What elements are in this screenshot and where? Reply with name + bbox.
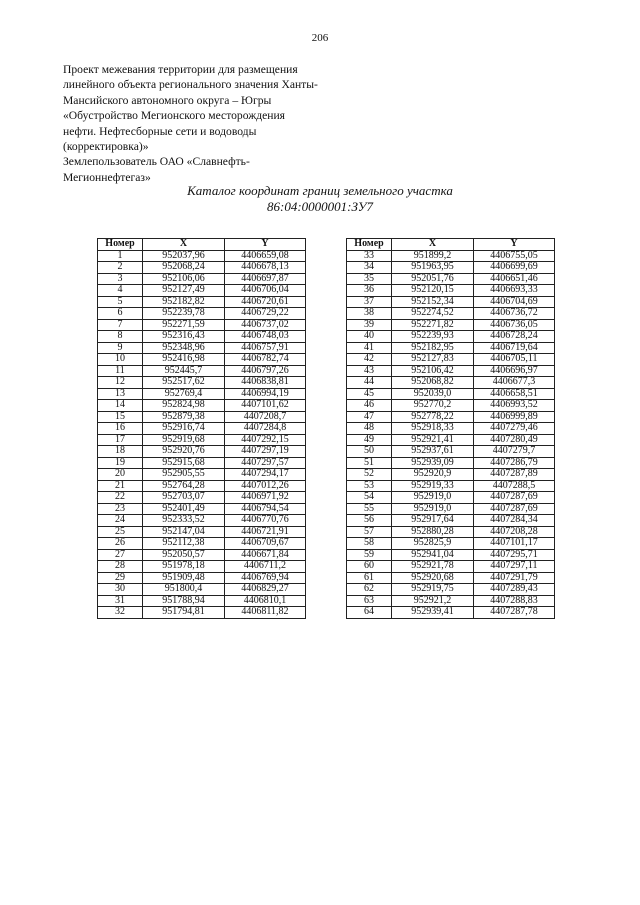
table-body [347,250,555,618]
table-body [98,250,306,618]
cell-y: 4407294,17 [225,469,306,481]
cell-x: 951963,95 [392,262,474,274]
cell-x: 952916,74 [143,423,225,435]
table-row [347,492,555,504]
cell-number: 54 [347,492,392,504]
cell-y: 4407012,26 [225,480,306,492]
table-row [347,377,555,389]
cell-number: 34 [347,262,392,274]
cell-x: 951794,81 [143,607,225,619]
table-row [98,469,306,481]
cell-y: 4407297,11 [474,561,555,573]
cell-number: 50 [347,446,392,458]
cell-x: 952770,2 [392,400,474,412]
cell-x: 952182,95 [392,342,474,354]
cell-y: 4406999,89 [474,411,555,423]
cell-x: 952037,96 [143,250,225,262]
cell-y: 4407284,8 [225,423,306,435]
cell-number: 4 [98,285,143,297]
cell-x: 951899,2 [392,250,474,262]
cell-number: 14 [98,400,143,412]
cell-y: 4406711,2 [225,561,306,573]
column-header-x: X [143,239,225,251]
cell-x: 952920,68 [392,572,474,584]
table-row [98,561,306,573]
table-row [347,561,555,573]
cell-y: 4406706,04 [225,285,306,297]
cell-y: 4406737,02 [225,319,306,331]
table-row [98,549,306,561]
cell-y: 4406993,52 [474,400,555,412]
cell-number: 49 [347,434,392,446]
cell-number: 1 [98,250,143,262]
cell-x: 952517,62 [143,377,225,389]
table-header-row [347,239,555,251]
cell-x: 952937,61 [392,446,474,458]
cell-y: 4406729,22 [225,308,306,320]
cell-x: 952147,04 [143,526,225,538]
cell-x: 952416,98 [143,354,225,366]
cell-y: 4406651,46 [474,273,555,285]
cell-x: 952316,43 [143,331,225,343]
cell-number: 60 [347,561,392,573]
cell-y: 4407295,71 [474,549,555,561]
column-header-number: Номер [98,239,143,251]
cell-y: 4407284,34 [474,515,555,527]
cell-y: 4407288,83 [474,595,555,607]
table-row [347,262,555,274]
table-row [98,308,306,320]
table-row [347,296,555,308]
cell-number: 39 [347,319,392,331]
cell-number: 6 [98,308,143,320]
table-row [98,492,306,504]
table-row [347,515,555,527]
cell-x: 952825,9 [392,538,474,550]
table-row [347,365,555,377]
cell-number: 46 [347,400,392,412]
table-row [347,503,555,515]
cell-y: 4406721,91 [225,526,306,538]
table-row [347,400,555,412]
table-row [98,572,306,584]
cell-x: 952120,15 [392,285,474,297]
cell-y: 4407101,62 [225,400,306,412]
table-row [347,250,555,262]
cell-x: 952941,04 [392,549,474,561]
table-row [98,400,306,412]
cell-y: 4407101,17 [474,538,555,550]
cell-y: 4406720,61 [225,296,306,308]
cell-number: 48 [347,423,392,435]
cell-y: 4406705,11 [474,354,555,366]
table-row [347,446,555,458]
table-row [98,365,306,377]
cell-x: 951909,48 [143,572,225,584]
table-row [98,319,306,331]
cell-number: 9 [98,342,143,354]
cell-y: 4406994,19 [225,388,306,400]
cell-x: 952039,0 [392,388,474,400]
cell-y: 4406709,67 [225,538,306,550]
cell-x: 952764,28 [143,480,225,492]
cell-x: 952106,42 [392,365,474,377]
cell-y: 4406728,24 [474,331,555,343]
cell-x: 952445,7 [143,365,225,377]
table-row [98,480,306,492]
cell-y: 4406704,69 [474,296,555,308]
cell-number: 32 [98,607,143,619]
cell-x: 952939,41 [392,607,474,619]
cell-x: 952182,82 [143,296,225,308]
table-row [98,423,306,435]
cell-y: 4407297,19 [225,446,306,458]
table-row [347,549,555,561]
cell-x: 952919,0 [392,503,474,515]
cell-x: 952068,82 [392,377,474,389]
table-header-row [98,239,306,251]
table-row [347,423,555,435]
cell-number: 10 [98,354,143,366]
table-row [98,446,306,458]
table-row [347,342,555,354]
cell-x: 952050,57 [143,549,225,561]
table-row [98,584,306,596]
cell-x: 952921,78 [392,561,474,573]
table-row [98,526,306,538]
table-row [347,526,555,538]
cell-number: 52 [347,469,392,481]
cell-number: 28 [98,561,143,573]
cell-y: 4407291,79 [474,572,555,584]
table-row [98,434,306,446]
cell-x: 952127,49 [143,285,225,297]
cell-number: 22 [98,492,143,504]
header-line: Мансийского автономного округа – Югры [63,93,272,107]
cell-y: 4406794,54 [225,503,306,515]
cadastral-number: 86:04:0000001:ЗУ7 [267,199,373,214]
cell-x: 952919,68 [143,434,225,446]
cell-x: 952879,38 [143,411,225,423]
column-header-y: Y [225,239,306,251]
cell-y: 4406719,64 [474,342,555,354]
table-row [98,354,306,366]
cell-y: 4406811,82 [225,607,306,619]
cell-y: 4406736,72 [474,308,555,320]
cell-number: 51 [347,457,392,469]
cell-number: 8 [98,331,143,343]
column-header-x: X [392,239,474,251]
cell-number: 40 [347,331,392,343]
cell-number: 11 [98,365,143,377]
cell-x: 952919,0 [392,492,474,504]
cell-number: 15 [98,411,143,423]
cell-y: 4406678,13 [225,262,306,274]
table-row [98,262,306,274]
cell-x: 952919,33 [392,480,474,492]
table-row [347,308,555,320]
table-row [98,331,306,343]
cell-x: 952152,34 [392,296,474,308]
cell-number: 64 [347,607,392,619]
cell-number: 7 [98,319,143,331]
table-row [347,331,555,343]
cell-number: 45 [347,388,392,400]
cell-x: 952348,96 [143,342,225,354]
cell-y: 4406838,81 [225,377,306,389]
cell-number: 3 [98,273,143,285]
coordinates-table-left [97,238,306,619]
cell-y: 4406769,94 [225,572,306,584]
cell-number: 57 [347,526,392,538]
cell-x: 952401,49 [143,503,225,515]
cell-x: 952106,06 [143,273,225,285]
cell-x: 952769,4 [143,388,225,400]
cell-number: 12 [98,377,143,389]
table-row [347,572,555,584]
cell-y: 4406748,03 [225,331,306,343]
cell-number: 63 [347,595,392,607]
cell-y: 4406671,84 [225,549,306,561]
table-row [347,388,555,400]
cell-x: 952778,22 [392,411,474,423]
cell-number: 24 [98,515,143,527]
table-row [347,595,555,607]
cell-number: 13 [98,388,143,400]
header-line: нефти. Нефтесборные сети и водоводы [63,124,257,138]
cell-number: 29 [98,572,143,584]
cell-number: 25 [98,526,143,538]
cell-y: 4406697,87 [225,273,306,285]
table-row [98,411,306,423]
table-row [98,388,306,400]
column-header-y: Y [474,239,555,251]
header-line: Мегионнефтегаз» [63,170,151,184]
cell-x: 951788,94 [143,595,225,607]
cell-y: 4407208,7 [225,411,306,423]
cell-y: 4407287,69 [474,492,555,504]
cell-number: 41 [347,342,392,354]
cell-y: 4407279,7 [474,446,555,458]
cell-x: 952239,78 [143,308,225,320]
cell-x: 952051,76 [392,273,474,285]
table-row [347,480,555,492]
cell-x: 952918,33 [392,423,474,435]
cell-y: 4407287,78 [474,607,555,619]
table-row [347,607,555,619]
cell-y: 4406757,91 [225,342,306,354]
cell-y: 4407286,79 [474,457,555,469]
cell-y: 4407289,43 [474,584,555,596]
cell-number: 33 [347,250,392,262]
header-line: «Обустройство Мегионского месторождения [63,109,286,123]
cell-y: 4406829,27 [225,584,306,596]
cell-number: 58 [347,538,392,550]
cell-y: 4407288,5 [474,480,555,492]
table-row [98,538,306,550]
cell-y: 4407280,49 [474,434,555,446]
cell-number: 2 [98,262,143,274]
column-header-number: Номер [347,239,392,251]
table-row [347,273,555,285]
catalog-title-text: Каталог координат границ земельного участка [187,183,453,198]
table-row [98,595,306,607]
cell-number: 5 [98,296,143,308]
table-row [347,584,555,596]
cell-y: 4406755,05 [474,250,555,262]
cell-x: 952920,76 [143,446,225,458]
cell-y: 4407208,28 [474,526,555,538]
cell-x: 952271,59 [143,319,225,331]
table-row [98,342,306,354]
cell-x: 952919,75 [392,584,474,596]
cell-y: 4406658,51 [474,388,555,400]
cell-y: 4407287,89 [474,469,555,481]
cell-number: 35 [347,273,392,285]
cell-x: 952333,52 [143,515,225,527]
cell-x: 952703,07 [143,492,225,504]
cell-y: 4406797,26 [225,365,306,377]
cell-x: 952127,83 [392,354,474,366]
cell-number: 20 [98,469,143,481]
cell-x: 952921,41 [392,434,474,446]
cell-y: 4406782,74 [225,354,306,366]
table-row [347,285,555,297]
cell-y: 4406693,33 [474,285,555,297]
header-line: линейного объекта регионального значения Ханты- [63,78,318,92]
table-row [347,457,555,469]
table-row [347,319,555,331]
cell-number: 18 [98,446,143,458]
table-row [347,411,555,423]
project-header [63,62,363,185]
cell-x: 952274,52 [392,308,474,320]
cell-x: 952239,93 [392,331,474,343]
cell-y: 4407279,46 [474,423,555,435]
cell-x: 952824,98 [143,400,225,412]
cell-x: 952917,64 [392,515,474,527]
table-row [98,250,306,262]
cell-number: 55 [347,503,392,515]
table-row [98,377,306,389]
cell-number: 44 [347,377,392,389]
cell-x: 951978,18 [143,561,225,573]
cell-x: 952068,24 [143,262,225,274]
cell-number: 62 [347,584,392,596]
cell-number: 43 [347,365,392,377]
cell-number: 31 [98,595,143,607]
table-row [98,503,306,515]
cell-number: 27 [98,549,143,561]
table-row [98,607,306,619]
cell-y: 4406971,92 [225,492,306,504]
cell-number: 30 [98,584,143,596]
cell-number: 17 [98,434,143,446]
table-row [347,538,555,550]
cell-number: 53 [347,480,392,492]
table-row [347,354,555,366]
cell-number: 42 [347,354,392,366]
cell-number: 56 [347,515,392,527]
cell-y: 4406696,97 [474,365,555,377]
cell-x: 952880,28 [392,526,474,538]
page-number: 206 [311,32,329,44]
header-line: Проект межевания территории для размещения [63,63,298,76]
cell-y: 4406699,69 [474,262,555,274]
cell-number: 16 [98,423,143,435]
cell-number: 21 [98,480,143,492]
cell-number: 23 [98,503,143,515]
table-row [98,457,306,469]
cell-y: 4407292,15 [225,434,306,446]
cell-y: 4406736,05 [474,319,555,331]
cell-x: 952271,82 [392,319,474,331]
table-row [98,296,306,308]
header-line: (корректировка)» [63,140,149,154]
table-row [98,285,306,297]
cell-x: 951800,4 [143,584,225,596]
cell-x: 952112,38 [143,538,225,550]
cell-number: 19 [98,457,143,469]
cell-number: 26 [98,538,143,550]
cell-x: 952905,55 [143,469,225,481]
cell-y: 4406677,3 [474,377,555,389]
cell-x: 952915,68 [143,457,225,469]
header-line: Землепользователь ОАО «Славнефть- [63,155,250,169]
table-row [98,515,306,527]
cell-y: 4406659,08 [225,250,306,262]
cell-x: 952921,2 [392,595,474,607]
cell-y: 4406770,76 [225,515,306,527]
cell-y: 4406810,1 [225,595,306,607]
coordinates-table-right [346,238,555,619]
cell-number: 37 [347,296,392,308]
cell-number: 59 [347,549,392,561]
table-row [98,273,306,285]
cell-number: 38 [347,308,392,320]
cell-x: 952939,09 [392,457,474,469]
cell-number: 47 [347,411,392,423]
cell-y: 4407297,57 [225,457,306,469]
cell-number: 36 [347,285,392,297]
table-row [347,434,555,446]
catalog-title [0,183,640,215]
cell-number: 61 [347,572,392,584]
cell-x: 952920,9 [392,469,474,481]
cell-y: 4407287,69 [474,503,555,515]
table-row [347,469,555,481]
